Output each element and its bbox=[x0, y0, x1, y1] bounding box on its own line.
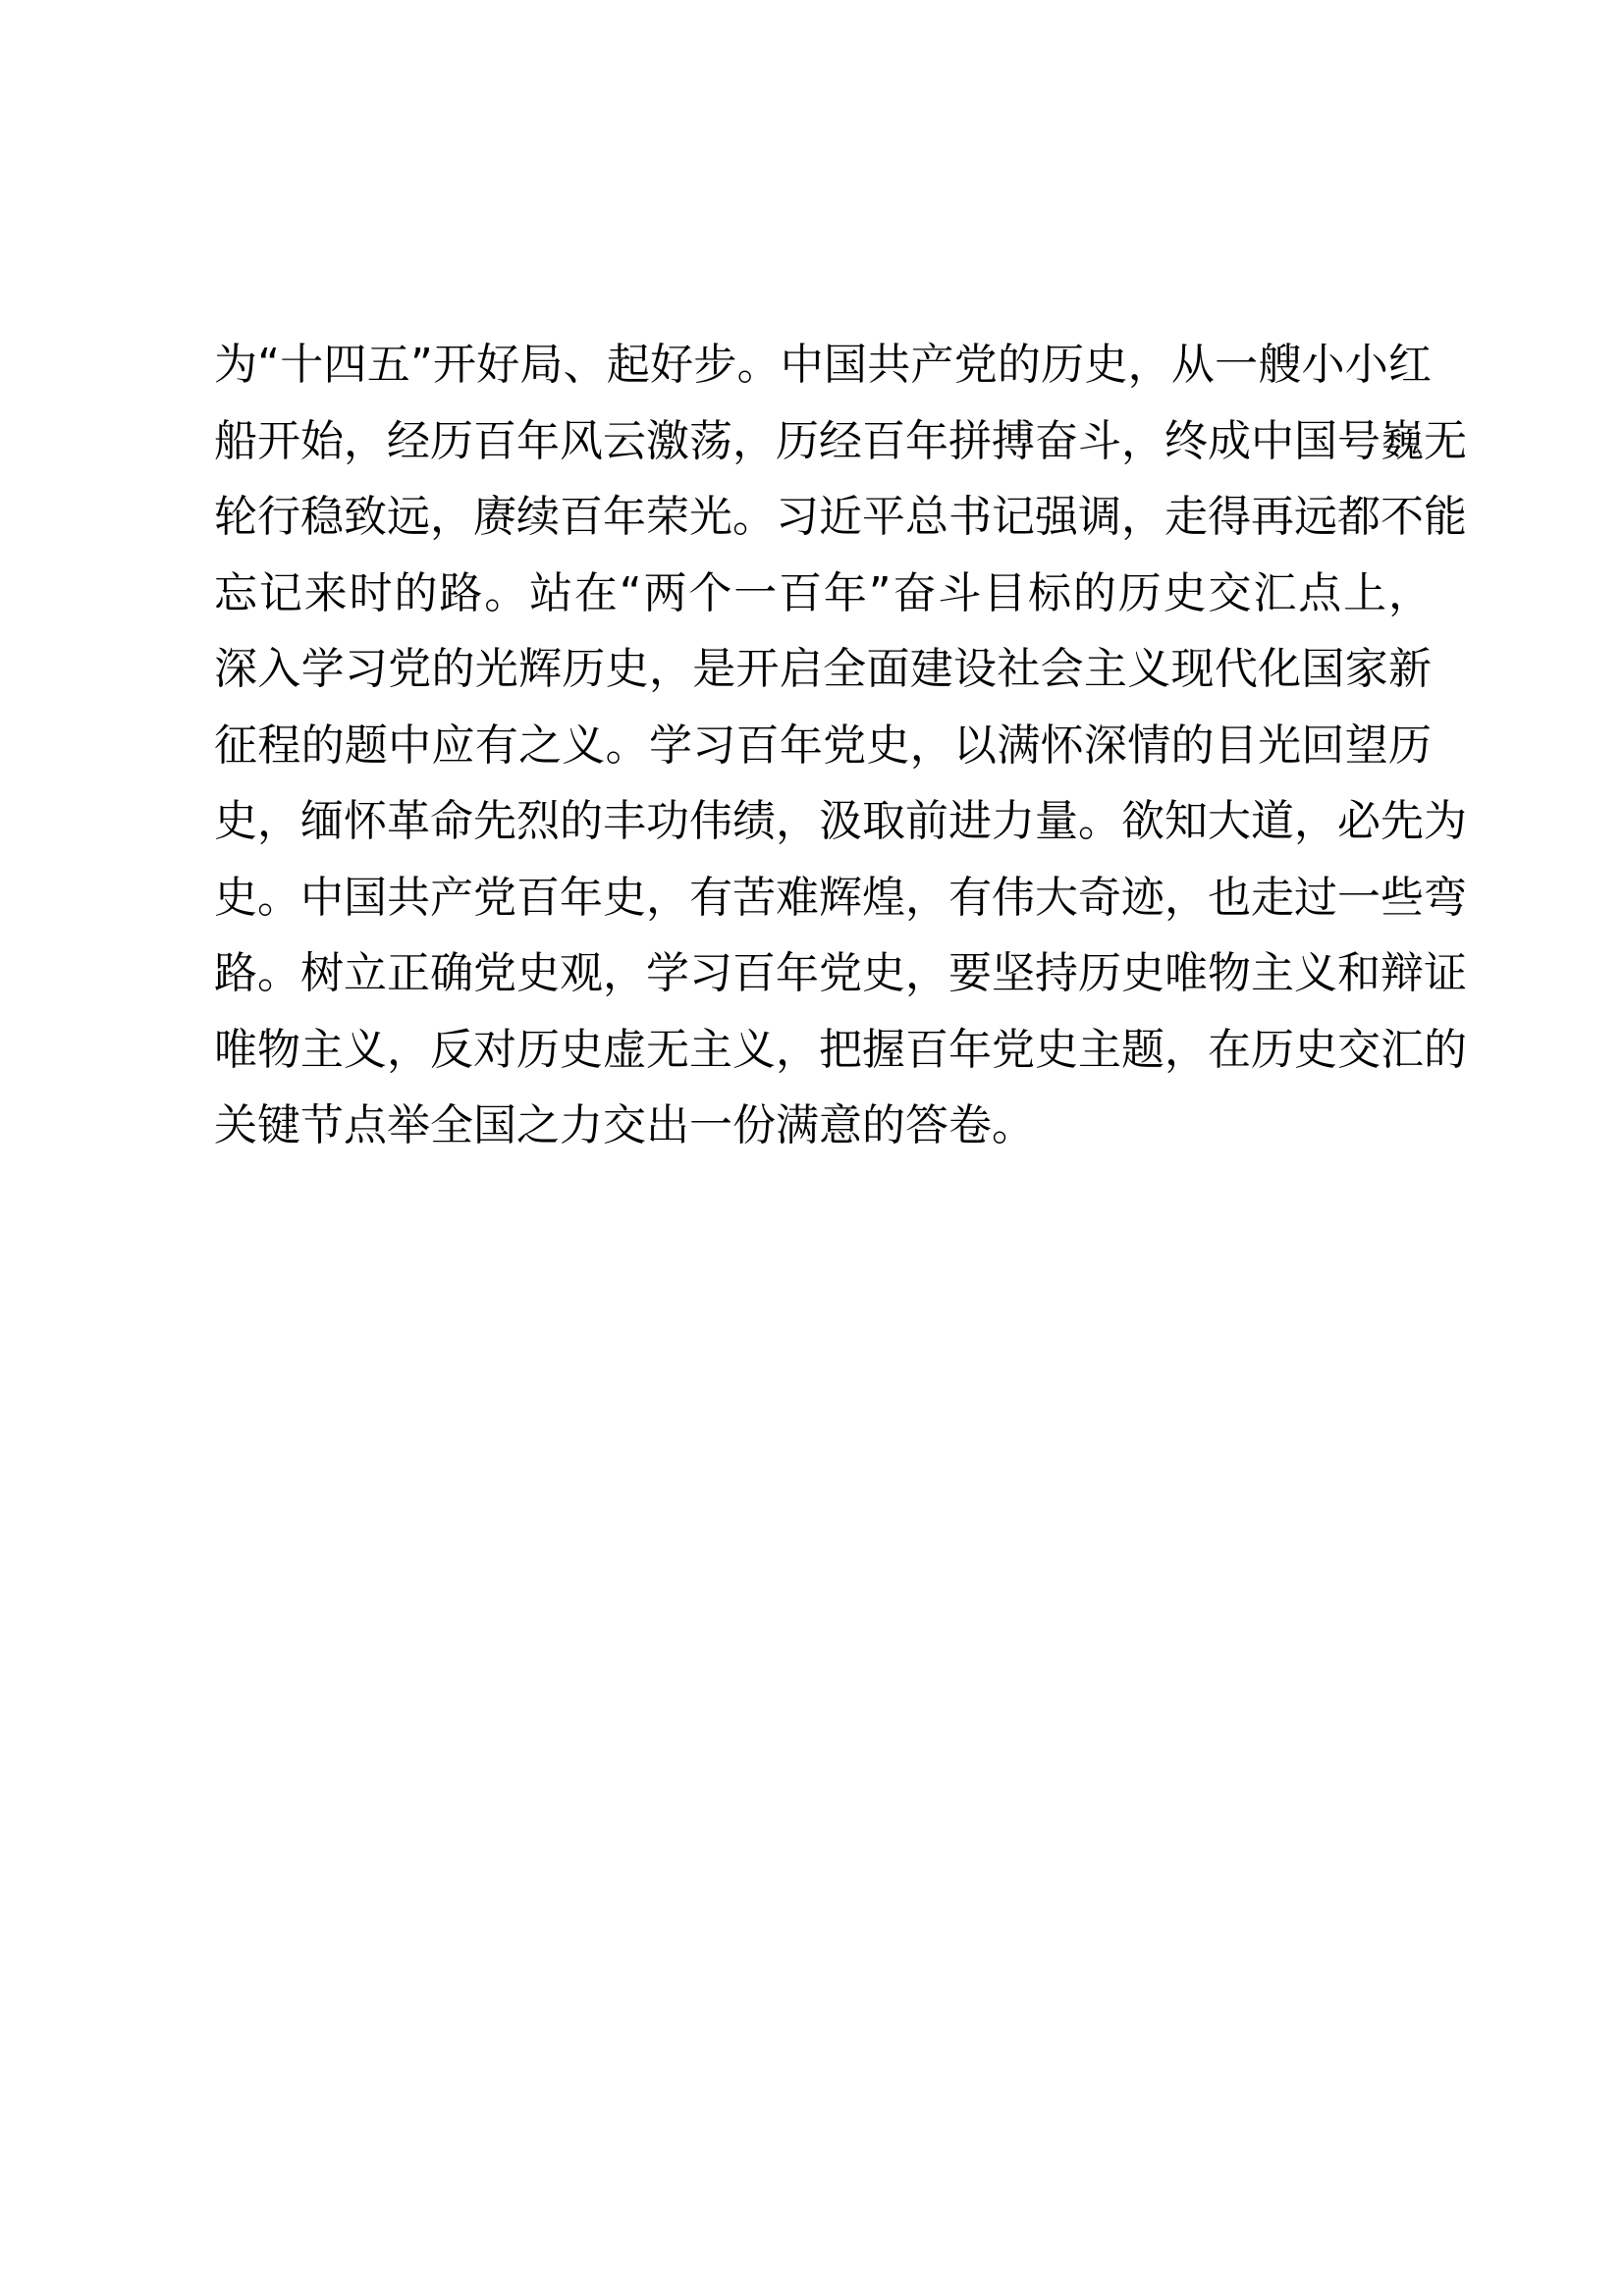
paragraph-line: 深入学习党的光辉历史，是开启全面建设社会主义现代化国家新 bbox=[214, 644, 1432, 694]
paragraph-line: 为“十四五”开好局、起好步。中国共产党的历史，从一艘小小红 bbox=[214, 340, 1432, 390]
paragraph-line: 唯物主义，反对历史虚无主义，把握百年党史主题，在历史交汇的 bbox=[214, 1024, 1467, 1075]
body-paragraph bbox=[214, 327, 1467, 1164]
paragraph-line: 征程的题中应有之义。学习百年党史，以满怀深情的目光回望历 bbox=[214, 720, 1432, 771]
paragraph-line: 忘记来时的路。站在“两个一百年”奋斗目标的历史交汇点上， bbox=[214, 567, 1432, 618]
paragraph-line: 史，缅怀革命先烈的丰功伟绩，汲取前进力量。欲知大道，必先为 bbox=[214, 796, 1467, 846]
paragraph-line: 史。中国共产党百年史，有苦难辉煌，有伟大奇迹，也走过一些弯 bbox=[214, 872, 1467, 923]
paragraph-line: 关键节点举全国之力交出一份满意的答卷。 bbox=[214, 1100, 1035, 1150]
paragraph-line: 路。树立正确党史观，学习百年党史，要坚持历史唯物主义和辩证 bbox=[214, 948, 1467, 998]
paragraph-line: 轮行稳致远，赓续百年荣光。习近平总书记强调，走得再远都不能 bbox=[214, 492, 1467, 542]
paragraph-line: 船开始，经历百年风云激荡，历经百年拼搏奋斗，终成中国号巍无 bbox=[214, 415, 1467, 466]
